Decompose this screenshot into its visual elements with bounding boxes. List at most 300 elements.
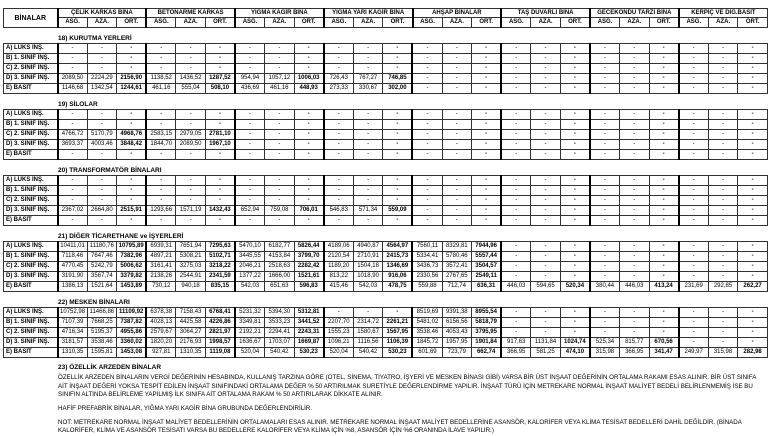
value-cell: - — [472, 196, 502, 206]
value-cell: - — [560, 206, 590, 216]
value-cell: - — [472, 206, 502, 216]
value-cell: - — [679, 308, 709, 318]
value-cell: - — [87, 196, 117, 206]
value-cell: 2341,59 — [205, 272, 235, 282]
value-cell: - — [619, 196, 649, 206]
value-cell: - — [412, 44, 442, 54]
value-cell: 1386,13 — [58, 282, 88, 292]
value-cell: 380,44 — [590, 282, 620, 292]
value-cell: - — [738, 64, 768, 74]
value-cell: - — [87, 150, 117, 160]
value-cell: - — [146, 176, 176, 186]
value-cell: - — [501, 318, 531, 328]
value-cell: - — [619, 272, 649, 282]
header-slot — [3, 8, 767, 28]
value-cell: - — [176, 44, 206, 54]
value-cell: - — [176, 110, 206, 120]
value-cell: 1703,07 — [265, 338, 295, 348]
value-cell: 835,15 — [205, 282, 235, 292]
value-cell: - — [649, 176, 679, 186]
value-cell: 366,95 — [619, 348, 649, 358]
value-cell: - — [353, 120, 383, 130]
value-cell: - — [501, 308, 531, 318]
value-cell: - — [738, 216, 768, 226]
value-cell: - — [205, 216, 235, 226]
value-cell: 2294,41 — [265, 328, 295, 338]
value-cell: - — [649, 110, 679, 120]
subcolumn-header: ASG. — [146, 18, 176, 28]
value-cell: - — [501, 206, 531, 216]
value-cell: - — [501, 64, 531, 74]
value-cell: 917,63 — [501, 338, 531, 348]
value-cell: 1310,35 — [176, 348, 206, 358]
value-cell: 282,98 — [738, 348, 768, 358]
notes-paragraph-3: NOT: METREKARE NORMAL İNŞAAT MALİYET BEDELLERİNİN ORTALAMALARI ESAS ALINIR. METREKARE NORMAL İNŞAAT MALİYET BEDELLERİNE ASANSÖR, KALORİFER VEYA KLİMA TESİSAT BEDELLERİ DAHİL DEĞİLDİR. (BİNADA KALORİFER, KLİMA VE ASANSÖR TESİSATI VARSA BU BEDELLERE KALORİFER VEYA KLİMA İÇİN %8, ASANSÖR İÇİN %6 ORANINDA İLAVE YAPILIR.) — [58, 418, 742, 435]
subcolumn-header: ORT. — [560, 18, 590, 28]
value-cell: 2120,54 — [324, 252, 354, 262]
subcolumn-header: ASG. — [590, 18, 620, 28]
value-cell: - — [265, 186, 295, 196]
value-cell: - — [649, 186, 679, 196]
value-cell: 520,34 — [560, 282, 590, 292]
table-row — [4, 338, 768, 348]
value-cell: - — [708, 272, 738, 282]
value-cell: - — [619, 74, 649, 84]
row-label: C) 2. SINIF İNŞ. — [4, 328, 58, 338]
value-cell: - — [649, 262, 679, 272]
value-cell: 2579,67 — [146, 328, 176, 338]
value-cell: - — [619, 84, 649, 94]
value-cell: - — [294, 140, 324, 150]
value-cell: - — [649, 44, 679, 54]
value-cell: 746,85 — [383, 74, 413, 84]
value-cell: - — [235, 176, 265, 186]
value-cell: - — [442, 150, 472, 160]
value-cell: - — [590, 120, 620, 130]
value-cell: - — [708, 216, 738, 226]
value-cell: - — [294, 120, 324, 130]
value-cell: - — [619, 252, 649, 262]
value-cell: 767,27 — [353, 74, 383, 84]
subcolumn-header: ASG. — [413, 18, 443, 28]
value-cell: - — [738, 328, 768, 338]
value-cell: - — [294, 216, 324, 226]
value-cell: - — [560, 216, 590, 226]
value-cell: 6182,77 — [265, 242, 295, 252]
row-label: D) 3. SINIF İNŞ. — [4, 272, 58, 282]
value-cell: - — [649, 252, 679, 262]
value-cell: - — [649, 206, 679, 216]
subcolumn-header: ORT. — [383, 18, 413, 28]
value-cell: - — [531, 120, 561, 130]
value-cell: - — [708, 328, 738, 338]
value-cell: 478,75 — [383, 282, 413, 292]
value-cell: 1119,08 — [205, 348, 235, 358]
value-cell: - — [472, 44, 502, 54]
value-cell: - — [146, 186, 176, 196]
building-section — [3, 299, 767, 358]
value-cell: - — [501, 120, 531, 130]
value-cell: - — [708, 206, 738, 216]
value-cell: 670,56 — [649, 338, 679, 348]
value-cell: 5557,44 — [472, 252, 502, 262]
value-cell: 2192,21 — [235, 328, 265, 338]
value-cell: - — [708, 74, 738, 84]
value-cell: - — [531, 186, 561, 196]
value-cell: - — [412, 110, 442, 120]
table-row — [4, 272, 768, 282]
value-cell: - — [294, 150, 324, 160]
value-cell: - — [353, 196, 383, 206]
value-cell: - — [176, 216, 206, 226]
header-subcol-row — [4, 18, 768, 28]
value-cell: - — [176, 186, 206, 196]
value-cell: - — [649, 328, 679, 338]
row-label: B) 1. SINIF İNŞ. — [4, 120, 58, 130]
value-cell: - — [442, 130, 472, 140]
section-table — [3, 175, 768, 226]
value-cell: - — [353, 216, 383, 226]
value-cell: 652,94 — [235, 206, 265, 216]
value-cell: 2089,50 — [58, 74, 88, 84]
table-row — [4, 252, 768, 262]
table-row — [4, 282, 768, 292]
value-cell: 706,01 — [294, 206, 324, 216]
table-row — [4, 176, 768, 186]
column-group-header: BETONARME KARKAS — [146, 9, 235, 18]
row-label: D) 3. SINIF İNŞ. — [4, 338, 58, 348]
value-cell: - — [560, 44, 590, 54]
value-cell: - — [265, 140, 295, 150]
value-cell: 5006,62 — [117, 262, 147, 272]
value-cell: - — [501, 272, 531, 282]
value-cell: - — [442, 196, 472, 206]
value-cell: - — [58, 110, 88, 120]
value-cell: - — [383, 150, 413, 160]
value-cell: - — [442, 206, 472, 216]
value-cell: - — [412, 120, 442, 130]
value-cell: - — [649, 308, 679, 318]
value-cell: - — [205, 110, 235, 120]
value-cell: - — [619, 262, 649, 272]
value-cell: 273,33 — [324, 84, 354, 94]
value-cell: - — [590, 54, 620, 64]
subcolumn-header: ASG. — [679, 18, 709, 28]
value-cell: - — [235, 186, 265, 196]
value-cell: - — [590, 242, 620, 252]
value-cell: - — [146, 44, 176, 54]
value-cell: 7560,11 — [412, 242, 442, 252]
value-cell: - — [353, 308, 383, 318]
value-cell: 596,83 — [294, 282, 324, 292]
value-cell: 436,69 — [235, 84, 265, 94]
building-section — [3, 35, 767, 94]
value-cell: - — [708, 242, 738, 252]
value-cell: - — [738, 338, 768, 348]
value-cell: - — [265, 54, 295, 64]
value-cell: - — [708, 252, 738, 262]
value-cell: - — [324, 44, 354, 54]
row-label: C) 2. SINIF İNŞ. — [4, 130, 58, 140]
value-cell: - — [472, 54, 502, 64]
value-cell: 341,47 — [649, 348, 679, 358]
value-cell: - — [87, 54, 117, 64]
value-cell: 730,12 — [146, 282, 176, 292]
value-cell: - — [412, 206, 442, 216]
value-cell: 2518,63 — [265, 262, 295, 272]
value-cell: 2664,80 — [87, 206, 117, 216]
table-row — [4, 140, 768, 150]
value-cell: - — [590, 176, 620, 186]
value-cell: - — [472, 176, 502, 186]
value-cell: 446,03 — [619, 282, 649, 292]
value-cell: - — [738, 318, 768, 328]
value-cell: - — [87, 110, 117, 120]
subcolumn-header: ORT. — [205, 18, 235, 28]
value-cell: - — [738, 272, 768, 282]
value-cell: 330,67 — [353, 84, 383, 94]
value-cell: 3538,46 — [412, 328, 442, 338]
value-cell: - — [679, 262, 709, 272]
value-cell: - — [383, 130, 413, 140]
value-cell: 2243,31 — [294, 328, 324, 338]
value-cell: 1595,81 — [87, 348, 117, 358]
value-cell: - — [383, 54, 413, 64]
value-cell: - — [412, 176, 442, 186]
subcolumn-header: ASG. — [58, 18, 88, 28]
value-cell: 1504,18 — [353, 262, 383, 272]
value-cell: 759,08 — [265, 206, 295, 216]
value-cell: - — [560, 74, 590, 84]
value-cell: - — [679, 216, 709, 226]
value-cell: - — [205, 54, 235, 64]
row-label: B) 1. SINIF İNŞ. — [4, 252, 58, 262]
value-cell: 4003,46 — [87, 140, 117, 150]
value-cell: - — [738, 120, 768, 130]
value-cell: - — [412, 186, 442, 196]
table-row — [4, 328, 768, 338]
row-label: A) LÜKS İNŞ. — [4, 308, 58, 318]
section-title: 20) TRANSFORMATÖR BİNALARI — [58, 167, 162, 174]
sections-slot — [3, 35, 767, 358]
value-cell: - — [265, 44, 295, 54]
value-cell: - — [501, 54, 531, 64]
value-cell: 1555,23 — [324, 328, 354, 338]
value-cell: - — [619, 176, 649, 186]
value-cell: - — [58, 64, 88, 74]
value-cell: 2224,29 — [87, 74, 117, 84]
value-cell: 651,63 — [265, 282, 295, 292]
value-cell: - — [58, 186, 88, 196]
value-cell: - — [472, 216, 502, 226]
value-cell: - — [146, 216, 176, 226]
value-cell: - — [679, 186, 709, 196]
value-cell: - — [383, 140, 413, 150]
value-cell: 7668,25 — [87, 318, 117, 328]
value-cell: - — [679, 84, 709, 94]
building-section — [3, 167, 767, 226]
value-cell: - — [560, 120, 590, 130]
value-cell: - — [176, 196, 206, 206]
value-cell: 4716,34 — [58, 328, 88, 338]
value-cell: - — [738, 262, 768, 272]
subcolumn-header: AZA. — [265, 18, 295, 28]
table-row — [4, 242, 768, 252]
value-cell: 3349,81 — [235, 318, 265, 328]
value-cell: - — [294, 64, 324, 74]
table-row — [4, 120, 768, 130]
value-cell: 3572,41 — [442, 262, 472, 272]
value-cell: - — [738, 196, 768, 206]
subcolumn-header: AZA. — [708, 18, 738, 28]
value-cell: 1636,67 — [235, 338, 265, 348]
value-cell: - — [501, 110, 531, 120]
value-cell: - — [324, 176, 354, 186]
value-cell: 1293,66 — [146, 206, 176, 216]
value-cell: - — [619, 110, 649, 120]
value-cell: - — [501, 242, 531, 252]
row-label: E) BASİT — [4, 348, 58, 358]
column-group-header: KERPİÇ VE DİĞ.BASİT — [679, 9, 768, 18]
value-cell: - — [235, 130, 265, 140]
value-cell: - — [531, 252, 561, 262]
value-cell: - — [501, 216, 531, 226]
value-cell: 1901,84 — [472, 338, 502, 348]
value-cell: - — [294, 176, 324, 186]
value-cell: - — [679, 206, 709, 216]
value-cell: - — [738, 44, 768, 54]
value-cell: 7118,46 — [58, 252, 88, 262]
value-cell: - — [531, 318, 561, 328]
value-cell: - — [531, 216, 561, 226]
value-cell: 3799,70 — [294, 252, 324, 262]
value-cell: - — [412, 130, 442, 140]
value-cell: - — [649, 130, 679, 140]
value-cell: - — [619, 216, 649, 226]
value-cell: - — [353, 44, 383, 54]
value-cell: - — [472, 84, 502, 94]
row-label: E) BASİT — [4, 150, 58, 160]
value-cell: - — [590, 328, 620, 338]
value-cell: - — [679, 44, 709, 54]
value-cell: 4955,86 — [117, 328, 147, 338]
table-row — [4, 130, 768, 140]
table-row — [4, 216, 768, 226]
table-row — [4, 150, 768, 160]
value-cell: 1310,35 — [58, 348, 88, 358]
value-cell: - — [531, 84, 561, 94]
value-cell: 546,83 — [324, 206, 354, 216]
value-cell: 1018,90 — [353, 272, 383, 282]
value-cell: - — [58, 196, 88, 206]
value-cell: 249,97 — [679, 348, 709, 358]
value-cell: - — [649, 140, 679, 150]
value-cell: - — [117, 120, 147, 130]
value-cell: 1957,95 — [442, 338, 472, 348]
value-cell: 366,95 — [501, 348, 531, 358]
value-cell: 540,42 — [353, 348, 383, 358]
header-table — [3, 8, 768, 28]
value-cell: - — [442, 44, 472, 54]
value-cell: - — [560, 272, 590, 282]
value-cell: 1967,10 — [205, 140, 235, 150]
value-cell: 525,34 — [590, 338, 620, 348]
row-label: E) BASİT — [4, 216, 58, 226]
value-cell: - — [442, 140, 472, 150]
value-cell: - — [531, 176, 561, 186]
value-cell: - — [501, 44, 531, 54]
value-cell: - — [531, 44, 561, 54]
value-cell: 2781,10 — [205, 130, 235, 140]
value-cell: - — [560, 54, 590, 64]
value-cell: - — [383, 110, 413, 120]
value-cell: 4053,43 — [442, 328, 472, 338]
value-cell: 10411,01 — [58, 242, 88, 252]
table-row — [4, 44, 768, 54]
value-cell: - — [501, 130, 531, 140]
table-row — [4, 262, 768, 272]
value-cell: - — [531, 130, 561, 140]
value-cell: - — [412, 54, 442, 64]
value-cell: - — [176, 120, 206, 130]
value-cell: - — [472, 130, 502, 140]
value-cell: 555,04 — [176, 84, 206, 94]
value-cell: - — [708, 120, 738, 130]
value-cell: - — [531, 110, 561, 120]
section-table — [3, 109, 768, 160]
value-cell: 1571,19 — [176, 206, 206, 216]
value-cell: - — [117, 64, 147, 74]
section-table — [3, 307, 768, 358]
value-cell: - — [679, 176, 709, 186]
value-cell: 1666,00 — [265, 272, 295, 282]
value-cell: 726,43 — [324, 74, 354, 84]
value-cell: 601,69 — [412, 348, 442, 358]
value-cell: - — [619, 54, 649, 64]
value-cell: - — [590, 44, 620, 54]
value-cell: - — [353, 150, 383, 160]
value-cell: - — [383, 196, 413, 206]
value-cell: 3441,52 — [294, 318, 324, 328]
value-cell: - — [146, 120, 176, 130]
notes-paragraph-2: HAFİF PREFABRİK BİNALAR, YIĞMA YARI KAGİR BİNA GRUBUNDA DEĞERLENDİRİLİR. — [58, 405, 313, 413]
value-cell: - — [531, 308, 561, 318]
column-group-header: ÇELİK KARKAS BİNA — [58, 9, 147, 18]
value-cell: - — [235, 196, 265, 206]
subcolumn-header: AZA. — [531, 18, 561, 28]
value-cell: - — [560, 196, 590, 206]
value-cell: - — [412, 84, 442, 94]
value-cell: - — [501, 196, 531, 206]
value-cell: 7295,63 — [205, 242, 235, 252]
value-cell: 302,00 — [383, 84, 413, 94]
row-label: A) LÜKS İNŞ. — [4, 242, 58, 252]
value-cell: - — [738, 186, 768, 196]
value-cell: - — [324, 196, 354, 206]
value-cell: - — [649, 150, 679, 160]
subcolumn-header: AZA. — [620, 18, 650, 28]
value-cell: - — [205, 150, 235, 160]
value-cell: - — [738, 176, 768, 186]
value-cell: - — [383, 186, 413, 196]
value-cell: 940,18 — [176, 282, 206, 292]
value-cell: - — [472, 140, 502, 150]
value-cell: 3161,41 — [146, 262, 176, 272]
value-cell: - — [590, 262, 620, 272]
value-cell: 1138,52 — [146, 74, 176, 84]
value-cell: - — [353, 64, 383, 74]
value-cell: 4425,58 — [176, 318, 206, 328]
